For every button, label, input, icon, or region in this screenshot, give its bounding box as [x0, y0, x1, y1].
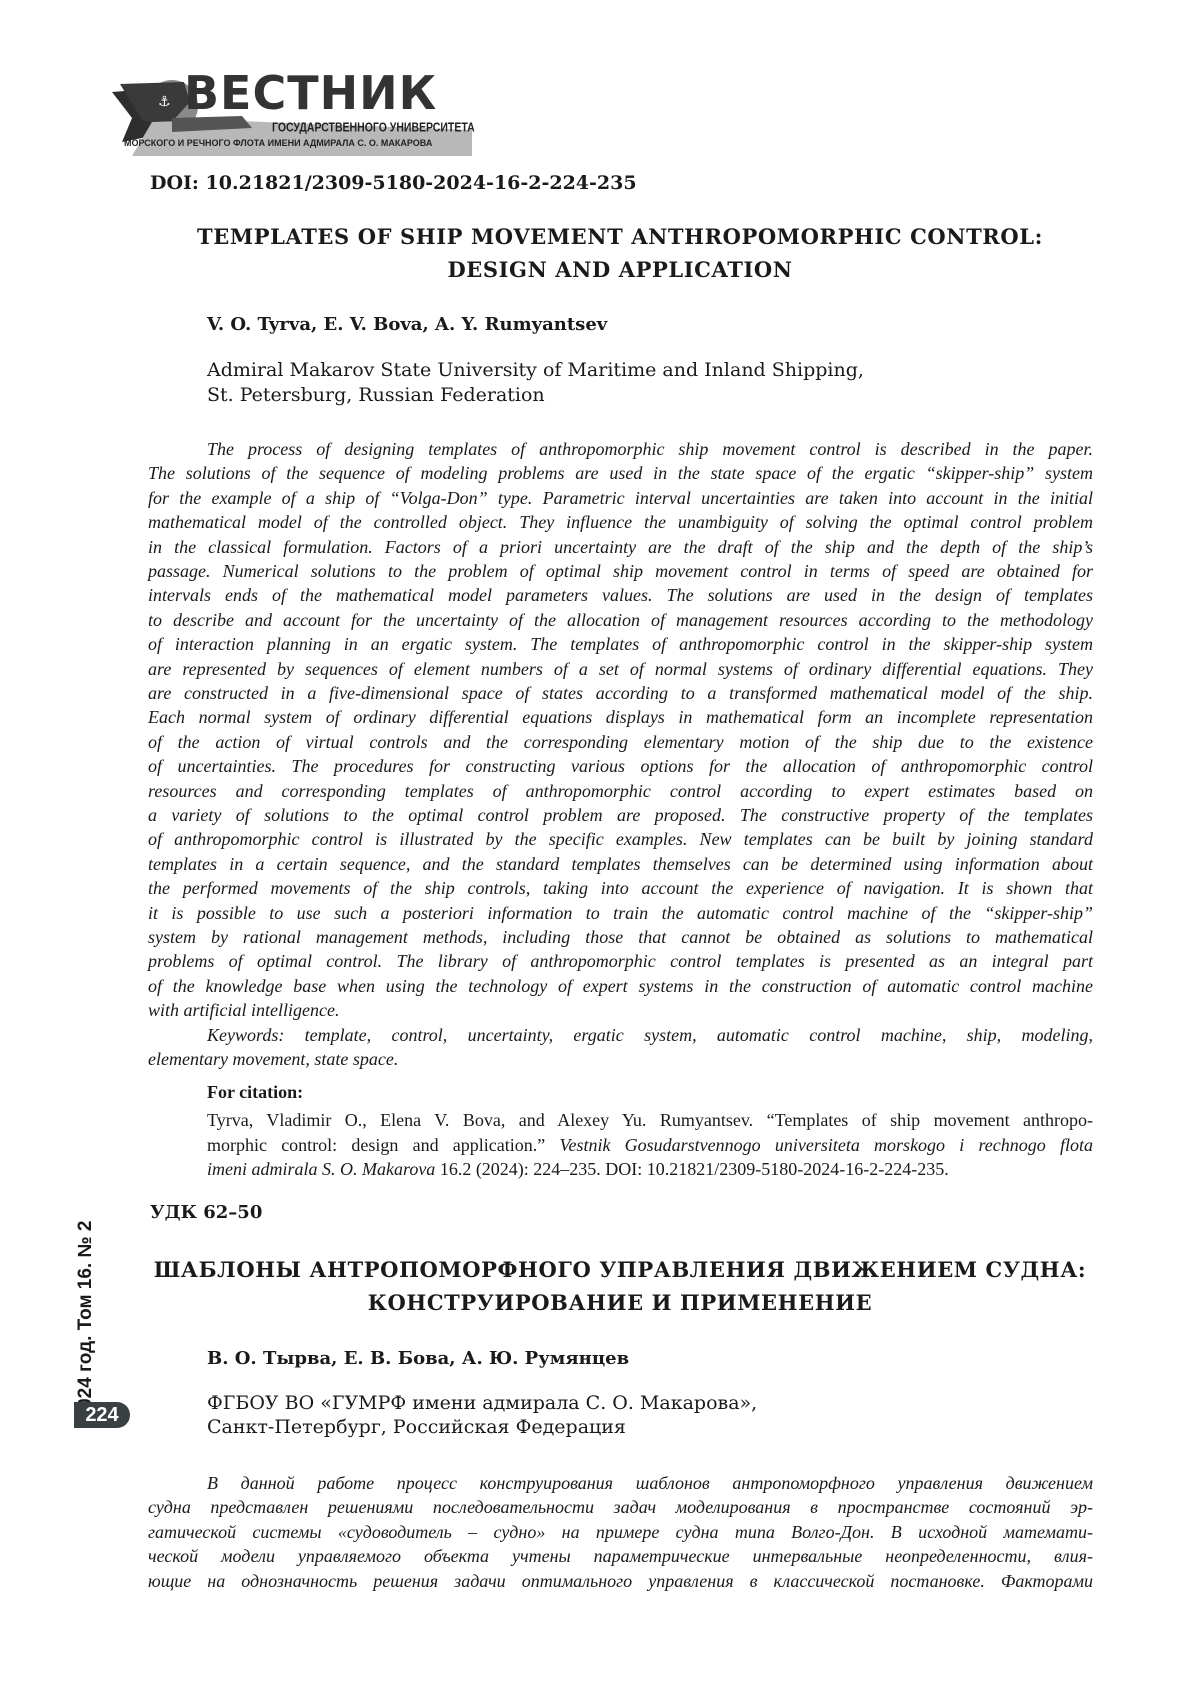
authors-en: V. O. Tyrva, E. V. Bova, A. Y. Rumyantsev — [207, 314, 607, 335]
title-ru-line-1: ШАБЛОНЫ АНТРОПОМОРФНОГО УПРАВЛЕНИЯ ДВИЖЕНИЕМ СУДНА: — [100, 1257, 1140, 1282]
title-en-line-1: TEMPLATES OF SHIP MOVEMENT ANTHROPOMORPHIC CONTROL: — [100, 224, 1140, 249]
abstract-line: судна представлен решениями последовательности задач моделирования в пространстве состояний эр- — [148, 1496, 1093, 1518]
citation-journal: Vestnik Gosudarstvennogo universiteta morskogo i rechnogo flota — [559, 1135, 1093, 1155]
affiliation-ru-1: ФГБОУ ВО «ГУМРФ имени адмирала С. О. Макарова», — [207, 1392, 757, 1414]
abstract-line: problems of optimal control. The library of anthropomorphic control templates is presented as an integral part — [148, 950, 1093, 972]
abstract-line: resources and corresponding templates of anthropomorphic control according to expert estimates based on — [148, 780, 1093, 802]
journal-logo — [112, 72, 477, 156]
abstract-line: system by rational management methods, including those that cannot be obtained as solutions to mathematical — [148, 926, 1093, 948]
abstract-line: ющие на однозначность решения задачи оптимального управления в классической постановке. Факторами — [148, 1570, 1093, 1592]
abstract-line: intervals ends of the mathematical model parameters values. The solutions are used in the design of templates — [148, 584, 1093, 606]
abstract-line: В данной работе процесс конструирования шаблонов антропоморфного управления движением — [207, 1472, 1093, 1494]
abstract-line: a variety of solutions to the optimal control problem are proposed. The constructive property of the templates — [148, 804, 1093, 826]
citation-text: morphic control: design and application.” — [207, 1135, 559, 1155]
udk: УДК 62–50 — [150, 1202, 262, 1223]
abstract-line: the performed movements of the ship controls, taking into account the experience of navigation. It is shown that — [148, 877, 1093, 899]
citation-text-end: 16.2 (2024): 224–235. DOI: 10.21821/2309-5180-2024-16-2-224-235. — [435, 1159, 948, 1179]
abstract-line: of the knowledge base when using the technology of expert systems in the construction of automatic control machine — [148, 975, 1093, 997]
citation-journal-end: imeni admirala S. O. Makarova — [207, 1159, 435, 1179]
doi: DOI: 10.21821/2309-5180-2024-16-2-224-235 — [150, 172, 637, 194]
abstract-line: mathematical model of the controlled object. They influence the unambiguity of solving the optimal control problem — [148, 511, 1093, 533]
issue-text: 2024 год. Том 16. № 2 — [75, 1221, 97, 1420]
abstract-line: with artificial intelligence. — [148, 999, 1093, 1021]
abstract-line: Each normal system of ordinary differential equations displays in mathematical form an incomplete representation — [148, 706, 1093, 728]
keywords-line-1: Keywords: template, control, uncertainty, ergatic system, automatic control machine, ship, modeling, — [207, 1024, 1093, 1046]
title-ru-line-2: КОНСТРУИРОВАНИЕ И ПРИМЕНЕНИЕ — [100, 1290, 1140, 1315]
keywords-line-2: elementary movement, state space. — [148, 1048, 1093, 1070]
svg-text:⚓: ⚓ — [158, 94, 171, 110]
abstract-line: passage. Numerical solutions to the problem of optimal ship movement control in terms of speed are obtained for — [148, 560, 1093, 582]
abstract-line: of the action of virtual controls and the corresponding elementary motion of the ship due to the existence — [148, 731, 1093, 753]
authors-ru: В. О. Тырва, Е. В. Бова, А. Ю. Румянцев — [207, 1348, 629, 1369]
abstract-line: ческой модели управляемого объекта учтены параметрические интервальные неопределенности, влия- — [148, 1545, 1093, 1567]
affiliation-en-2: St. Petersburg, Russian Federation — [207, 384, 545, 406]
title-en-line-2: DESIGN AND APPLICATION — [100, 257, 1140, 282]
abstract-line: it is possible to use such a posteriori information to train the automatic control machine of the “skipper-ship” — [148, 902, 1093, 924]
abstract-line: are represented by sequences of element numbers of a set of normal systems of ordinary differential equations. They — [148, 658, 1093, 680]
page-number-badge: 224 — [74, 1402, 130, 1428]
abstract-line: for the example of a ship of “Volga-Don” type. Parametric interval uncertainties are taken into account in the initial — [148, 487, 1093, 509]
citation-label: For citation: — [207, 1082, 303, 1103]
abstract-line: are constructed in a five-dimensional space of states according to a transformed mathematical model of the ship. — [148, 682, 1093, 704]
issue-side-label — [56, 1240, 116, 1400]
abstract-line: of uncertainties. The procedures for constructing various options for the allocation of anthropomorphic control — [148, 755, 1093, 777]
citation-line-2 — [207, 1134, 1093, 1156]
logo-subtitle-2: МОРСКОГО И РЕЧНОГО ФЛОТА ИМЕНИ АДМИРАЛА С. О. МАКАРОВА — [124, 138, 432, 148]
abstract-line: The solutions of the sequence of modeling problems are used in the state space of the ergatic “skipper-ship” system — [148, 462, 1093, 484]
abstract-line: гатической системы «судоводитель – судно» на примере судна типа Волго-Дон. В исходной математи- — [148, 1521, 1093, 1543]
abstract-line: of interaction planning in an ergatic system. The templates of anthropomorphic control in the skipper-ship system — [148, 633, 1093, 655]
abstract-line: to describe and account for the uncertainty of the allocation of management resources according to the methodology — [148, 609, 1093, 631]
affiliation-ru-2: Санкт-Петербург, Российская Федерация — [207, 1416, 626, 1438]
citation-line-1: Tyrva, Vladimir O., Elena V. Bova, and Alexey Yu. Rumyantsev. “Templates of ship movement anthropo- — [207, 1109, 1093, 1131]
abstract-line: in the classical formulation. Factors of a priori uncertainty are the draft of the ship and the depth of the ship’s — [148, 536, 1093, 558]
logo-subtitle-1: ГОСУДАРСТВЕННОГО УНИВЕРСИТЕТА — [272, 121, 475, 135]
abstract-line: of anthropomorphic control is illustrated by the specific examples. New templates can be built by joining standard — [148, 828, 1093, 850]
abstract-line: templates in a certain sequence, and the standard templates themselves can be determined using information about — [148, 853, 1093, 875]
affiliation-en-1: Admiral Makarov State University of Maritime and Inland Shipping, — [207, 359, 864, 381]
citation-line-3 — [207, 1158, 1093, 1180]
abstract-line: The process of designing templates of anthropomorphic ship movement control is described in the paper. — [207, 438, 1093, 460]
logo-title: ВЕСТНИК — [184, 66, 437, 120]
